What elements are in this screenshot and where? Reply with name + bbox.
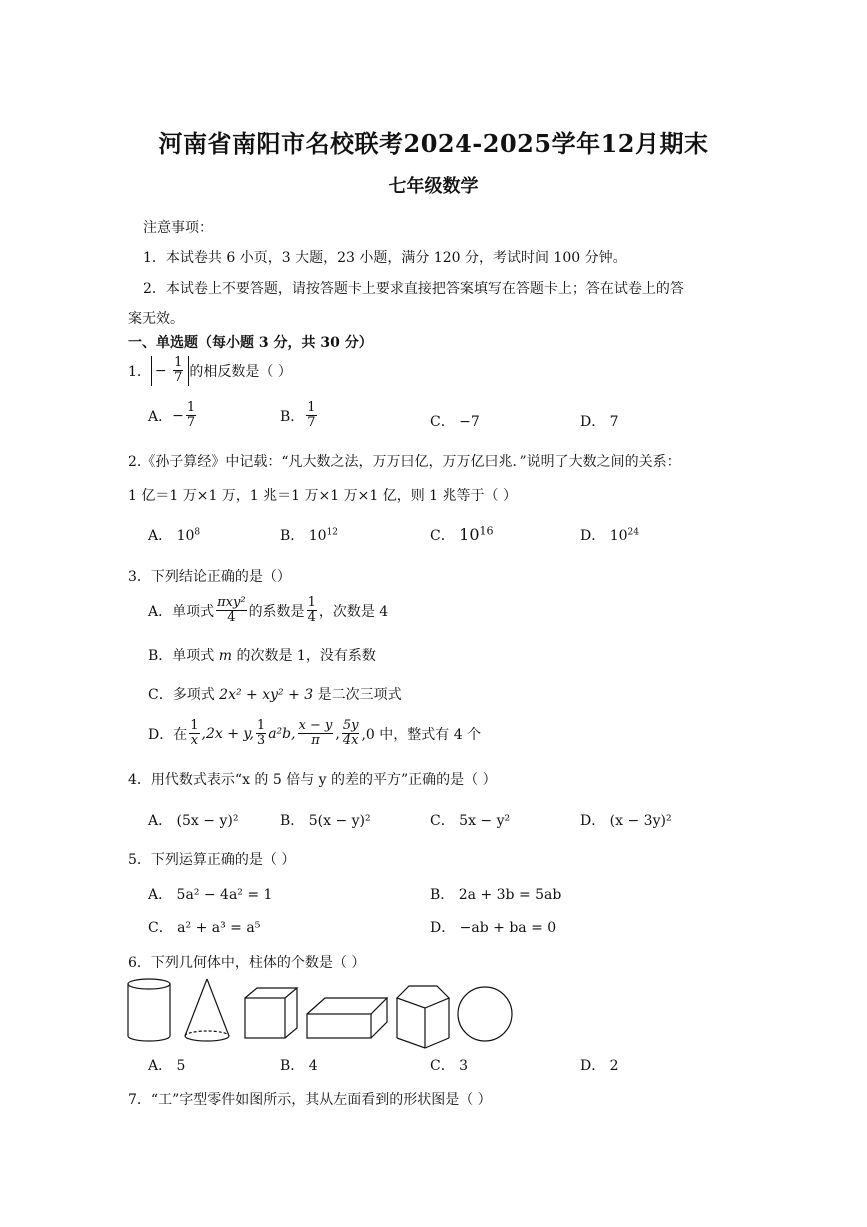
- option-text: 的次数是 1，没有系数: [232, 648, 376, 664]
- question-7: 7．“工”字型零件如图所示，其从左面看到的形状图是（ ）: [128, 1092, 492, 1108]
- option-text: A．单项式: [148, 603, 215, 620]
- question-2-line-1: 2.《孙子算经》中记载：“凡大数之法，万万曰亿，万万亿曰兆．”说明了大数之间的关系：: [128, 454, 681, 470]
- fraction: [298, 719, 334, 749]
- notice-item-2-line-1: 2．本试卷上不要答题，请按答题卡上要求直接把答案填写在答题卡上；答在试卷上的答: [143, 281, 684, 297]
- notice-item-1: 1．本试卷共 6 小页，3 大题，23 小题，满分 120 分，考试时间 100 分钟。: [143, 250, 627, 266]
- q2-option-a[interactable]: [148, 525, 200, 545]
- q3-option-d[interactable]: [148, 719, 481, 749]
- question-2-line-2: 1 亿＝1 万×1 万，1 兆＝1 万×1 万×1 亿，则 1 兆等于（ ）: [128, 488, 517, 504]
- q6-option-b[interactable]: B． 4: [280, 1058, 318, 1074]
- power-base: 10: [609, 528, 628, 544]
- q4-option-a[interactable]: A． (5x − y)²: [148, 813, 239, 829]
- fraction: [342, 719, 360, 749]
- fraction: [307, 596, 317, 626]
- option-label: A．: [148, 408, 173, 425]
- page-title: 河南省南阳市名校联考2024-2025学年12月期末: [158, 129, 709, 158]
- q5-option-b[interactable]: B． 2a + 3b = 5ab: [430, 887, 562, 903]
- option-label: B．: [280, 408, 305, 425]
- fraction-denominator: 7: [174, 370, 183, 386]
- option-text: ，次数是 4: [318, 603, 389, 620]
- q1-option-d[interactable]: D． 7: [580, 414, 619, 430]
- fraction: [216, 596, 246, 626]
- power-exponent: 8: [194, 527, 201, 538]
- question-number: 1．: [128, 363, 151, 380]
- fraction-numerator: 5y: [342, 718, 359, 733]
- q2-option-c[interactable]: [430, 525, 494, 545]
- power-base: 10: [459, 525, 480, 544]
- option-text: D．在: [148, 726, 188, 743]
- option-label: C．: [430, 528, 455, 544]
- question-4: 4．用代数式表示“x 的 5 倍与 y 的差的平方”正确的是（ ）: [128, 772, 497, 788]
- fraction-numerator: 1: [190, 718, 199, 733]
- fraction: [173, 356, 183, 386]
- q5-option-c[interactable]: C． a² + a³ = a⁵: [148, 920, 261, 936]
- q1-option-b[interactable]: [280, 401, 319, 431]
- q2-option-b[interactable]: [280, 525, 338, 545]
- q5-option-d[interactable]: D． −ab + ba = 0: [430, 920, 557, 936]
- q3-option-a[interactable]: [148, 596, 388, 626]
- pentagonal-prism-icon: [397, 986, 449, 1048]
- variable: m: [218, 648, 233, 664]
- cuboid-icon: [307, 998, 387, 1038]
- fraction-numerator: 1: [186, 400, 196, 415]
- option-text: 的系数是: [248, 603, 305, 620]
- power-base: 10: [176, 528, 195, 544]
- notice-item-2-line-2: 案无效。: [128, 311, 184, 327]
- math-expression: ,: [335, 725, 340, 742]
- q4-option-d[interactable]: D． (x − 3y)²: [580, 813, 672, 829]
- fraction-denominator: 4: [227, 610, 236, 626]
- fraction-denominator: π: [311, 733, 320, 749]
- option-label: B．: [280, 528, 305, 544]
- fraction-numerator: x − y: [298, 718, 333, 733]
- q3-option-b[interactable]: [148, 645, 376, 665]
- q5-option-a[interactable]: A． 5a² − 4a² = 1: [148, 887, 273, 903]
- q1-option-a[interactable]: [148, 401, 198, 431]
- page-subtitle: 七年级数学: [388, 176, 479, 197]
- fraction: [306, 401, 316, 431]
- fraction-numerator: 1: [256, 718, 266, 733]
- option-label: D．: [580, 528, 606, 544]
- absolute-value-expression: [151, 356, 189, 386]
- minus-sign: −: [172, 407, 184, 424]
- option-text: C．多项式: [148, 687, 220, 703]
- minus-sign: −: [154, 362, 167, 379]
- fraction-numerator: 1: [307, 595, 316, 610]
- fraction-denominator: x: [190, 733, 199, 749]
- cone-icon: [185, 979, 229, 1041]
- q3-option-c[interactable]: [148, 684, 402, 704]
- power-exponent: 16: [479, 524, 494, 538]
- question-text: 的相反数是（ ）: [189, 363, 292, 380]
- fraction-denominator: 4x: [342, 733, 359, 749]
- fraction-denominator: 7: [186, 415, 196, 431]
- power-base: 10: [308, 528, 327, 544]
- notice-heading: 注意事项：: [143, 220, 213, 236]
- fraction-denominator: 4: [307, 610, 316, 626]
- question-3: 3．下列结论正确的是（）: [128, 569, 291, 585]
- power-exponent: 24: [627, 527, 639, 538]
- q4-option-c[interactable]: C． 5x − y²: [430, 813, 511, 829]
- q6-option-c[interactable]: C． 3: [430, 1058, 469, 1074]
- q2-option-d[interactable]: [580, 525, 639, 545]
- math-expression: ,2x + y,: [201, 725, 254, 742]
- geometry-figures: [125, 976, 525, 1051]
- q1-option-c[interactable]: C． −7: [430, 414, 480, 430]
- option-text: ,0 中，整式有 4 个: [361, 726, 482, 743]
- fraction-denominator: 7: [307, 415, 316, 431]
- q6-option-a[interactable]: A． 5: [148, 1058, 186, 1074]
- section-heading: 一、单选题（每小题 3 分，共 30 分）: [128, 335, 373, 351]
- fraction-numerator: 1: [174, 355, 183, 370]
- fraction: [189, 719, 199, 749]
- math-expression: 2x² + xy² + 3: [219, 687, 314, 703]
- fraction-numerator: πxy²: [217, 595, 246, 610]
- q4-option-b[interactable]: B． 5(x − y)²: [280, 813, 371, 829]
- cylinder-icon: [128, 979, 170, 1041]
- option-text: B．单项式: [148, 648, 219, 664]
- question-6: 6．下列几何体中，柱体的个数是（ ）: [128, 955, 366, 971]
- math-expression: a²b,: [268, 725, 296, 742]
- fraction: [256, 719, 266, 749]
- sphere-icon: [458, 987, 512, 1041]
- option-text: 是二次三项式: [313, 687, 402, 703]
- question-1: [128, 356, 292, 386]
- question-5: 5．下列运算正确的是（ ）: [128, 852, 296, 868]
- option-label: A．: [148, 528, 173, 544]
- fraction: [186, 401, 196, 431]
- power-exponent: 12: [326, 527, 339, 538]
- fraction-denominator: 3: [256, 733, 266, 749]
- q6-option-d[interactable]: D． 2: [580, 1058, 619, 1074]
- fraction-numerator: 1: [307, 400, 316, 415]
- cube-icon: [245, 988, 297, 1038]
